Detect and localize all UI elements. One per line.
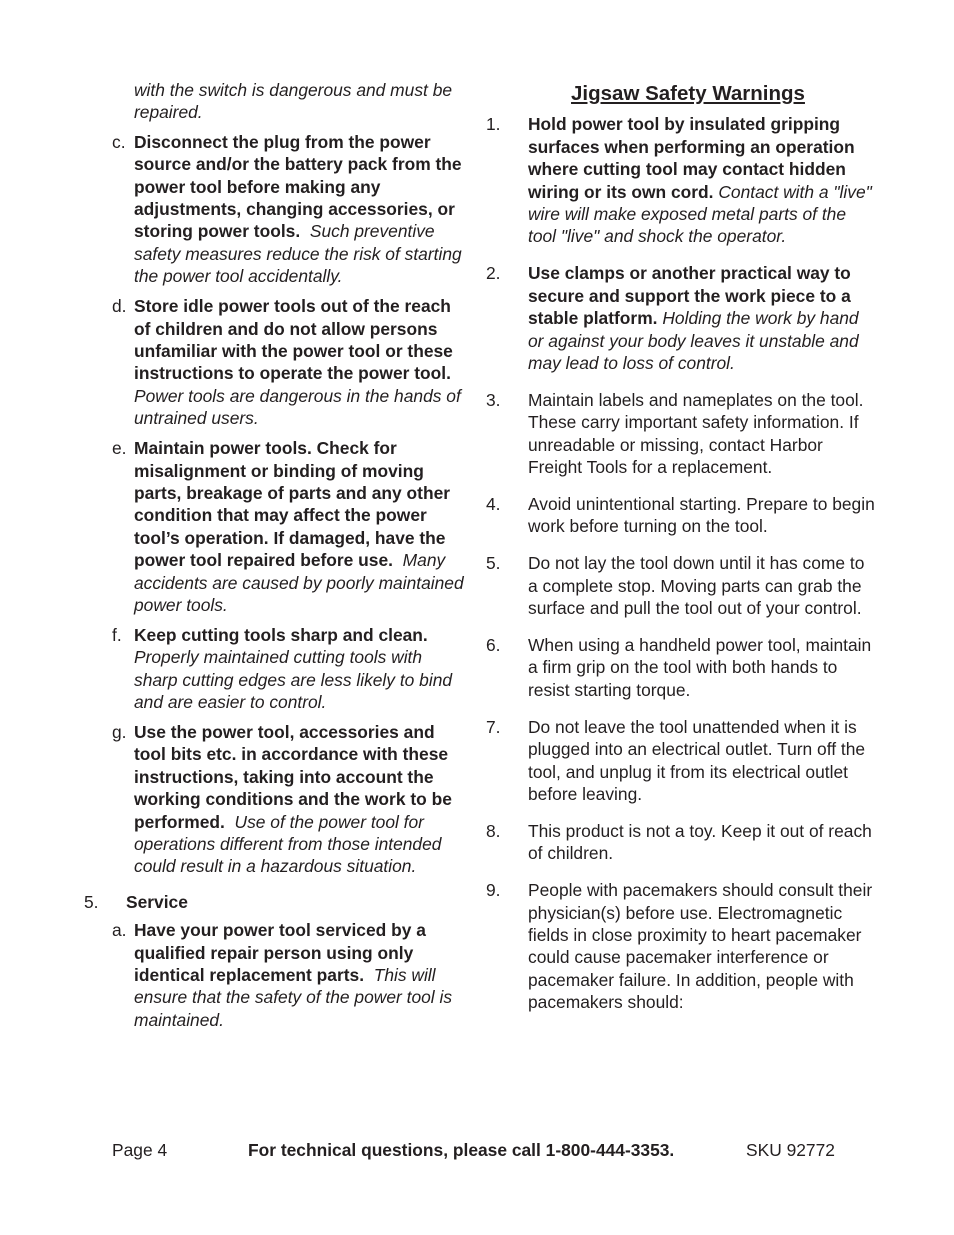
item-number: 4.	[486, 494, 501, 514]
item-number: 2.	[486, 263, 501, 284]
warning-item-4	[486, 493, 876, 538]
warning-item-2	[486, 262, 876, 374]
item-marker: f.	[112, 624, 122, 645]
right-column	[486, 79, 876, 1028]
item-italic-text: Many accidents are caused by poorly maintained power tools.	[134, 550, 464, 615]
item-italic-text: Use of the power tool for operations different from those intended could result in a hazardous situation.	[134, 811, 442, 877]
section-heading-jigsaw-warnings: Jigsaw Safety Warnings	[571, 82, 805, 105]
list-item-d	[84, 295, 464, 429]
item-bold-text: Disconnect the plug from the power source and/or the battery pack from the power tool before making any adjustments, changing accessories, or storing power tools.	[134, 131, 462, 242]
item-marker: d.	[112, 296, 127, 317]
item-number: 8.	[486, 820, 501, 841]
item-marker: e.	[112, 438, 127, 459]
section-heading-service	[84, 891, 464, 913]
item-text: Do not leave the tool unattended when it is plugged into an electrical outlet. Turn off the tool, and unplug it from its electrical outlet before leaving.	[528, 716, 866, 804]
list-item-a	[84, 919, 464, 1031]
support-phone-text: For technical questions, please call 1-800-444-3353.	[248, 1140, 675, 1160]
item-text: When using a handheld power tool, maintain a firm grip on the tool with both hands to resist starting torque.	[528, 635, 872, 700]
warning-item-8	[486, 820, 876, 865]
item-text: Do not lay the tool down until it has come to a complete stop. Moving parts can grab the surface and pull the tool out of your control.	[528, 553, 865, 619]
item-italic-text: Contact with a "live" wire will make exposed metal parts of the tool "live" and shock the operator.	[528, 181, 872, 247]
item-number: 6.	[486, 635, 501, 656]
item-bold-text: Use the power tool, accessories and tool bits etc. in accordance with these instructions, taking into account the working conditions and the work to be performed.	[134, 721, 452, 832]
item-italic-text: Properly maintained cutting tools with sharp cutting edges are less likely to bind and are easier to control.	[134, 647, 453, 713]
item-number: 3.	[486, 389, 501, 410]
item-italic-text: Holding the work by hand or against your body leaves it unstable and may lead to loss of control.	[528, 308, 859, 373]
item-number: 9.	[486, 880, 501, 901]
warning-item-5	[486, 552, 876, 619]
item-text: Avoid unintentional starting. Prepare to begin work before turning on the tool.	[528, 494, 875, 537]
item-bold-text: Store idle power tools out of the reach of children and do not allow persons unfamiliar with the power tool or these instructions to operate the power tool.	[134, 296, 453, 384]
item-bold-text: Have your power tool serviced by a qualified repair person using only identical replacement parts.	[134, 920, 426, 986]
item-italic-text: Such preventive safety measures reduce the risk of starting the power tool accidentally.	[134, 221, 462, 287]
item-marker: a.	[112, 920, 127, 941]
item-marker: c.	[112, 131, 126, 152]
item-marker: g.	[112, 721, 127, 742]
continuation-text: with the switch is dangerous and must be repaired.	[134, 80, 453, 123]
page-number: Page 4	[112, 1140, 168, 1160]
item-italic-text: This will ensure that the safety of the power tool is maintained.	[134, 965, 453, 1030]
item-text: Maintain labels and nameplates on the tool. These carry important safety information. If unreadable or missing, contact Harbor Freight Tools for a replacement.	[528, 389, 864, 478]
list-item-c	[84, 131, 464, 288]
section-number: 5.	[84, 891, 99, 912]
item-bold-text: Maintain power tools. Check for misalignment or binding of moving parts, breakage of parts and any other condition that may affect the power tool’s operation. If damaged, have the power tool repaired before use.	[134, 438, 451, 571]
section-title: Service	[126, 891, 188, 912]
item-number: 7.	[486, 716, 501, 737]
item-bold-text: Hold power tool by insulated gripping surfaces when performing an operation where cutting tool may contact hidden wiring or its own cord.	[528, 114, 855, 202]
sku-label: SKU 92772	[746, 1140, 835, 1160]
warning-item-3	[486, 389, 876, 479]
warning-item-9	[486, 879, 876, 1013]
warning-item-6	[486, 634, 876, 701]
item-italic-text: Power tools are dangerous in the hands of untrained users.	[134, 385, 461, 429]
warning-item-1	[486, 113, 876, 247]
list-item-f	[84, 624, 464, 714]
list-item-e	[84, 437, 464, 616]
item-number: 1.	[486, 114, 501, 135]
item-text: This product is not a toy. Keep it out of reach of children.	[528, 820, 872, 864]
item-number: 5.	[486, 553, 501, 574]
list-item-g	[84, 721, 464, 878]
warning-item-7	[486, 716, 876, 806]
item-bold-text: Keep cutting tools sharp and clean.	[134, 624, 428, 645]
left-column	[84, 79, 464, 1039]
item-text: People with pacemakers should consult their physician(s) before use. Electromagnetic fields in close proximity to heart pacemaker could cause pacemaker interference or pacemaker failure. In addition, people with pacemakers should:	[528, 880, 873, 1013]
item-bold-text: Use clamps or another practical way to secure and support the work piece to a stable platform.	[528, 263, 851, 329]
